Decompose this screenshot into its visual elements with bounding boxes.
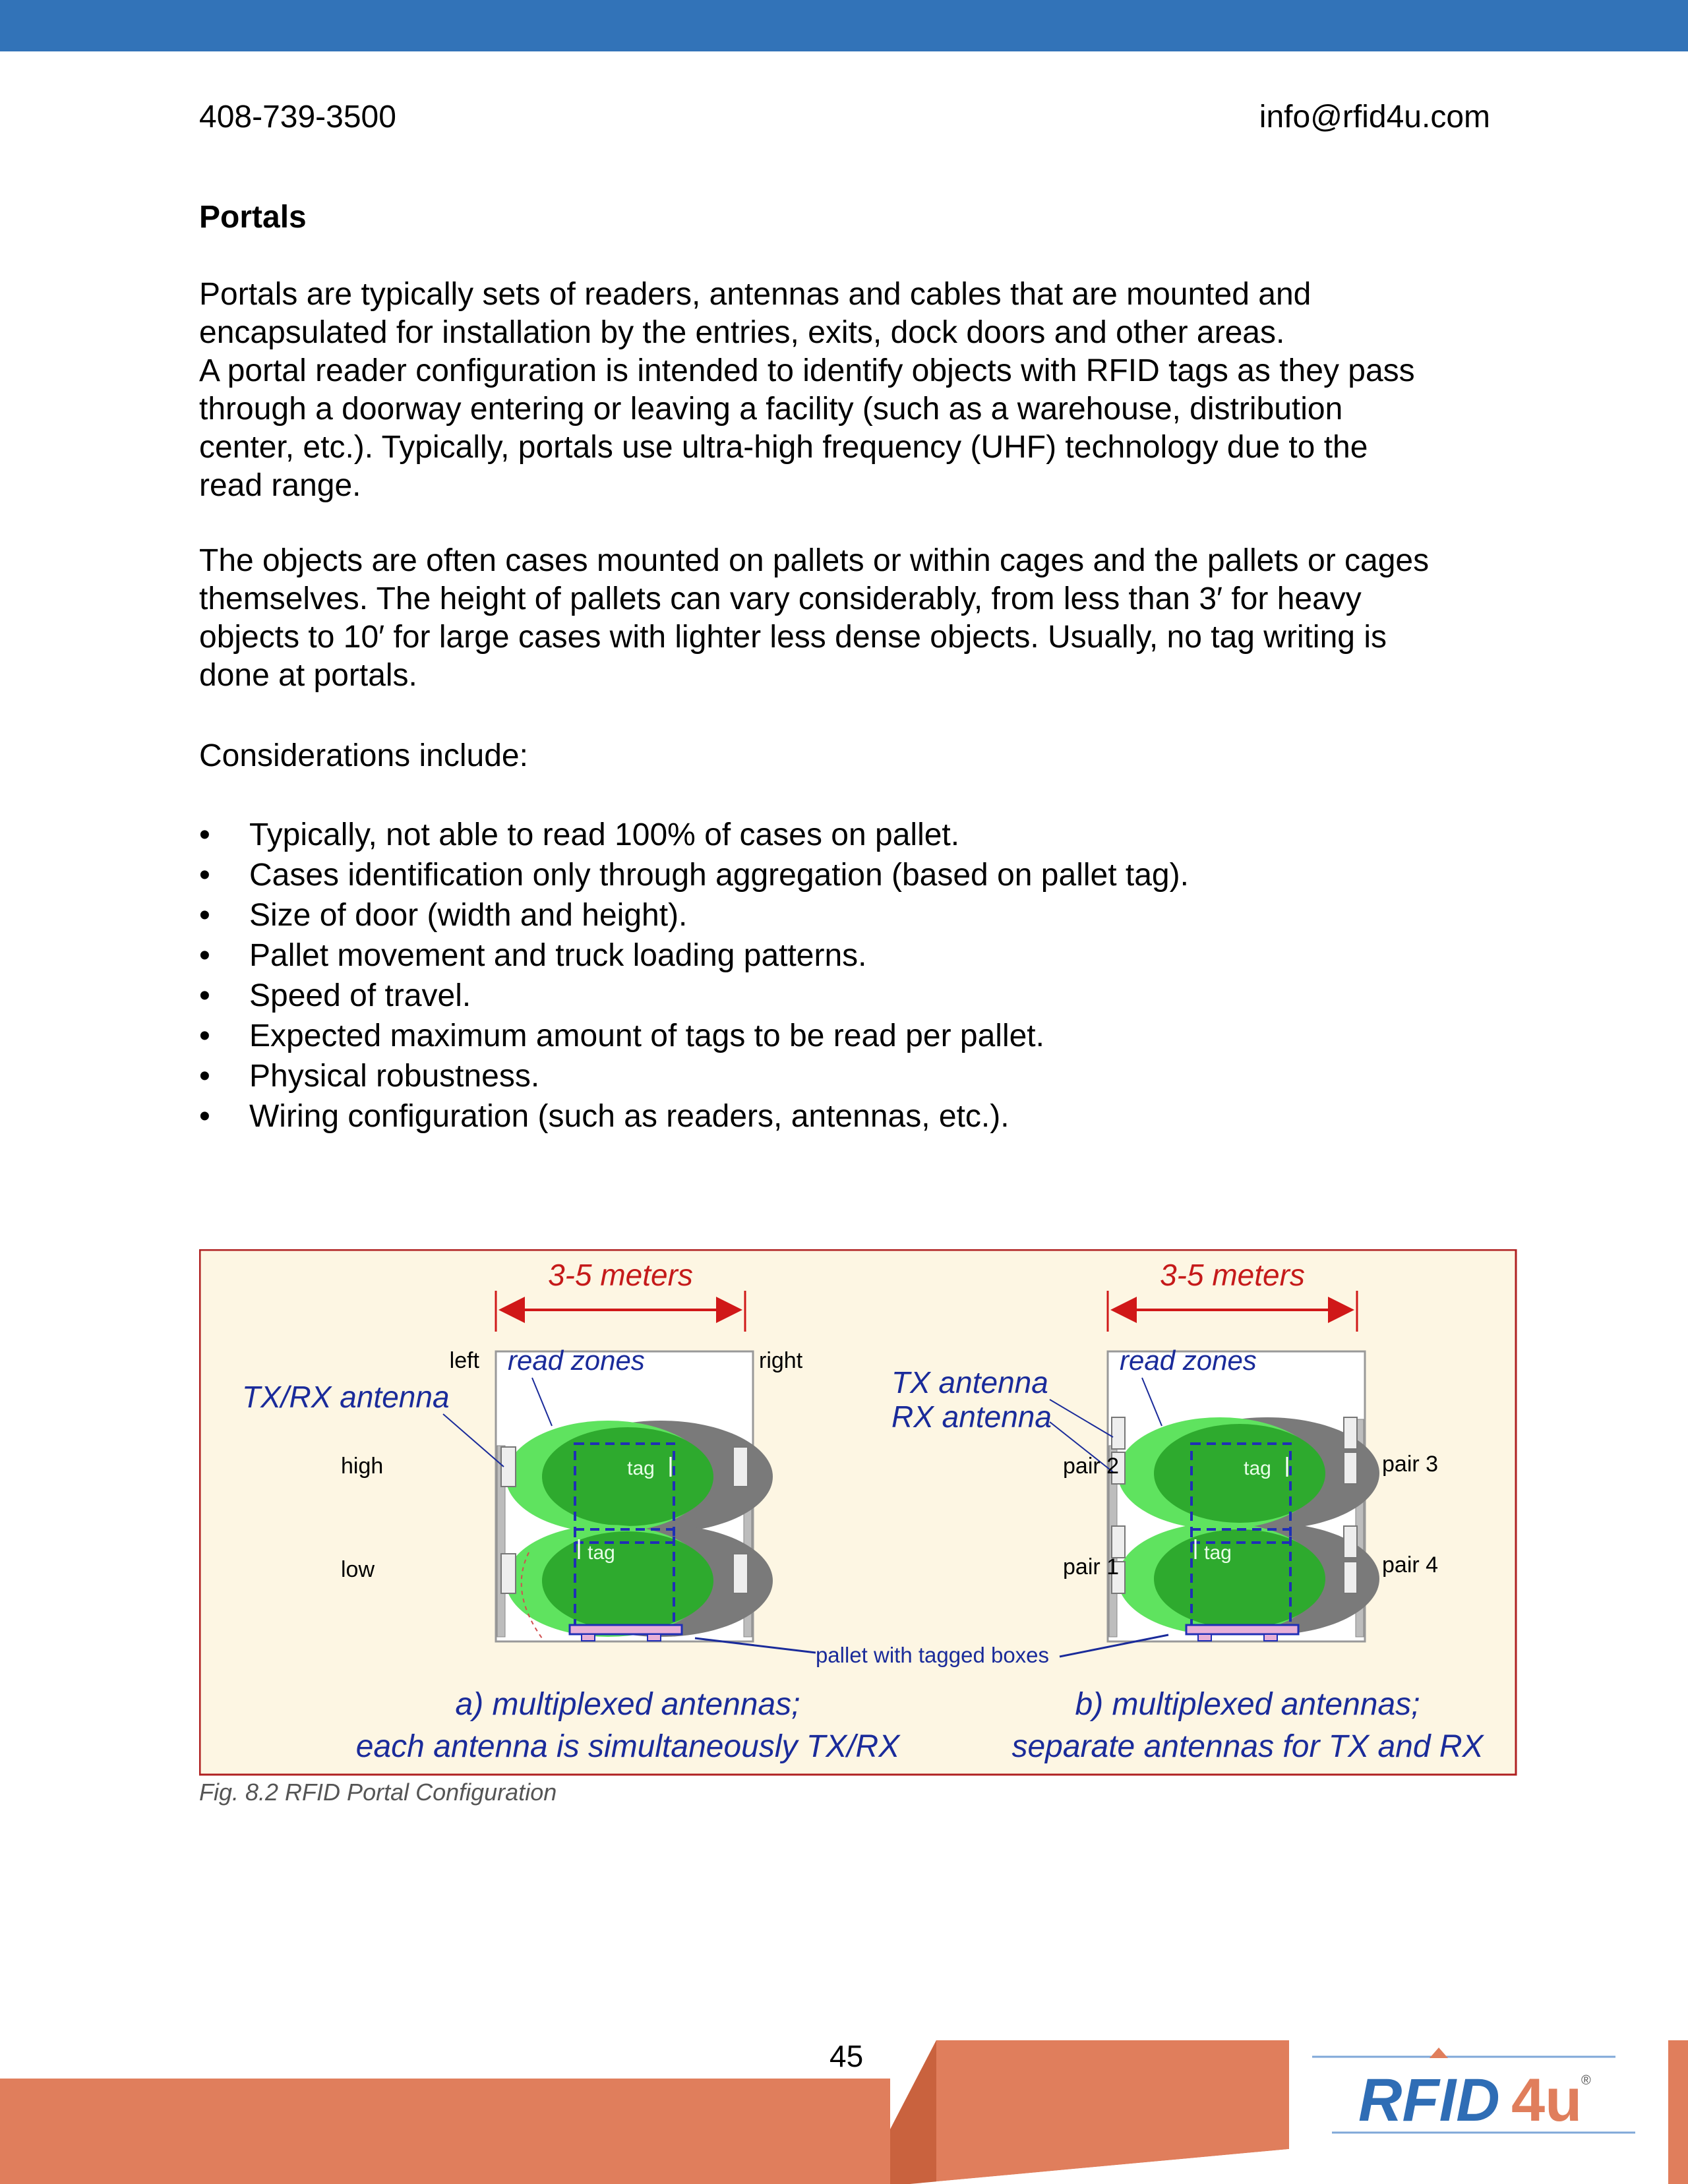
panel-caption-a-line1: a) multiplexed antennas;: [455, 1687, 800, 1722]
rx-antenna-label: RX antenna: [891, 1400, 1052, 1434]
tx-antenna-label: TX antenna: [891, 1365, 1048, 1400]
pair-label: pair 1: [1063, 1554, 1120, 1579]
paragraph-line: read range.: [199, 468, 361, 503]
list-item: • Size of door (width and height).: [199, 895, 1189, 935]
paragraph-line: center, etc.). Typically, portals use ultra-high frequency (UHF) technology due to the: [199, 430, 1368, 465]
tag-label: tag: [588, 1542, 615, 1564]
read-zones-label: read zones: [508, 1345, 645, 1376]
logo-text-4u: 4u: [1511, 2067, 1582, 2134]
antenna-icon: [1344, 1526, 1357, 1558]
antenna-right-low-icon: [733, 1554, 748, 1593]
antenna-icon: [1344, 1562, 1357, 1593]
read-zone-low: [542, 1531, 713, 1630]
height-label-low: low: [341, 1557, 375, 1582]
panel-caption-b-line2: separate antennas for TX and RX: [1011, 1729, 1484, 1764]
list-item: • Speed of travel.: [199, 976, 1189, 1016]
header-email: info@rfid4u.com: [1259, 100, 1490, 134]
read-zone-bottom: [1154, 1529, 1325, 1628]
paragraph-line: done at portals.: [199, 658, 417, 693]
read-zone-top: [1154, 1424, 1325, 1523]
logo-registered-mark: ®: [1581, 2073, 1591, 2088]
paragraph-intro: [199, 276, 1511, 505]
section-title: Portals: [199, 200, 307, 235]
paragraph-line: Portals are typically sets of readers, antennas and cables that are mounted and: [199, 277, 1311, 312]
pair-label: pair 2: [1063, 1454, 1120, 1479]
logo-triangle-icon: [1430, 2048, 1448, 2058]
antenna-label: TX/RX antenna: [242, 1380, 450, 1414]
paragraph-line: encapsulated for installation by the entries, exits, dock doors and other areas.: [199, 315, 1285, 350]
side-label-left: left: [449, 1348, 479, 1373]
header-phone: 408-739-3500: [199, 100, 396, 134]
pair-label: pair 4: [1382, 1552, 1439, 1578]
pallet-label: pallet with tagged boxes: [815, 1643, 1050, 1667]
logo-text-rfid: RFID: [1358, 2067, 1500, 2134]
list-item: • Pallet movement and truck loading patterns.: [199, 935, 1189, 976]
pallet: [570, 1625, 682, 1634]
footer-fold: [890, 2040, 936, 2184]
footer-band-left: [0, 2079, 890, 2184]
dimension-label: 3-5 meters: [1160, 1258, 1305, 1292]
antenna-icon: [1344, 1417, 1357, 1449]
paragraph-line: The objects are often cases mounted on pallets or within cages and the pallets or cages: [199, 543, 1430, 578]
panel-caption-b-line1: b) multiplexed antennas;: [1075, 1687, 1420, 1722]
read-zones-label: read zones: [1120, 1345, 1257, 1376]
list-item: • Expected maximum amount of tags to be read per pallet.: [199, 1016, 1189, 1056]
panel-caption-a-line2: each antenna is simultaneously TX/RX: [355, 1729, 900, 1764]
antenna-low-icon: [501, 1554, 516, 1593]
paragraph-line: themselves. The height of pallets can vary considerably, from less than 3′ for heavy: [199, 581, 1362, 616]
considerations-intro: Considerations include:: [199, 738, 528, 773]
pallet: [1186, 1625, 1298, 1634]
side-label-right: right: [759, 1348, 803, 1373]
antenna-icon: [1344, 1452, 1357, 1484]
antenna-right-high-icon: [733, 1447, 748, 1487]
tag-label: tag: [627, 1458, 655, 1479]
paragraph-objects: [199, 542, 1511, 695]
rfid4u-logo: [1312, 2048, 1635, 2134]
pair-label: pair 3: [1382, 1452, 1439, 1477]
dimension-label: 3-5 meters: [548, 1258, 693, 1292]
list-item: • Physical robustness.: [199, 1056, 1189, 1096]
portal-configuration-figure: [199, 1249, 1518, 1777]
height-label-high: high: [341, 1454, 384, 1479]
tx-antenna-icon: [1112, 1417, 1125, 1449]
list-item: • Wiring configuration (such as readers, antennas, etc.).: [199, 1096, 1189, 1136]
considerations-list: [199, 815, 1189, 1136]
page-number: 45: [829, 2039, 864, 2073]
paragraph-line: A portal reader configuration is intended to identify objects with RFID tags as they pass: [199, 353, 1415, 388]
list-item: • Cases identification only through aggregation (based on pallet tag).: [199, 855, 1189, 895]
list-item: • Typically, not able to read 100% of cases on pallet.: [199, 815, 1189, 855]
paragraph-line: through a doorway entering or leaving a facility (such as a warehouse, distribution: [199, 392, 1343, 427]
top-banner: [0, 0, 1688, 51]
antenna-icon: [1112, 1526, 1125, 1558]
footer-band-right: [1668, 2040, 1688, 2184]
figure-caption: Fig. 8.2 RFID Portal Configuration: [199, 1779, 557, 1806]
tag-label: tag: [1244, 1458, 1271, 1479]
paragraph-line: objects to 10′ for large cases with lighter less dense objects. Usually, no tag writing is: [199, 620, 1387, 655]
tag-label: tag: [1204, 1542, 1232, 1564]
